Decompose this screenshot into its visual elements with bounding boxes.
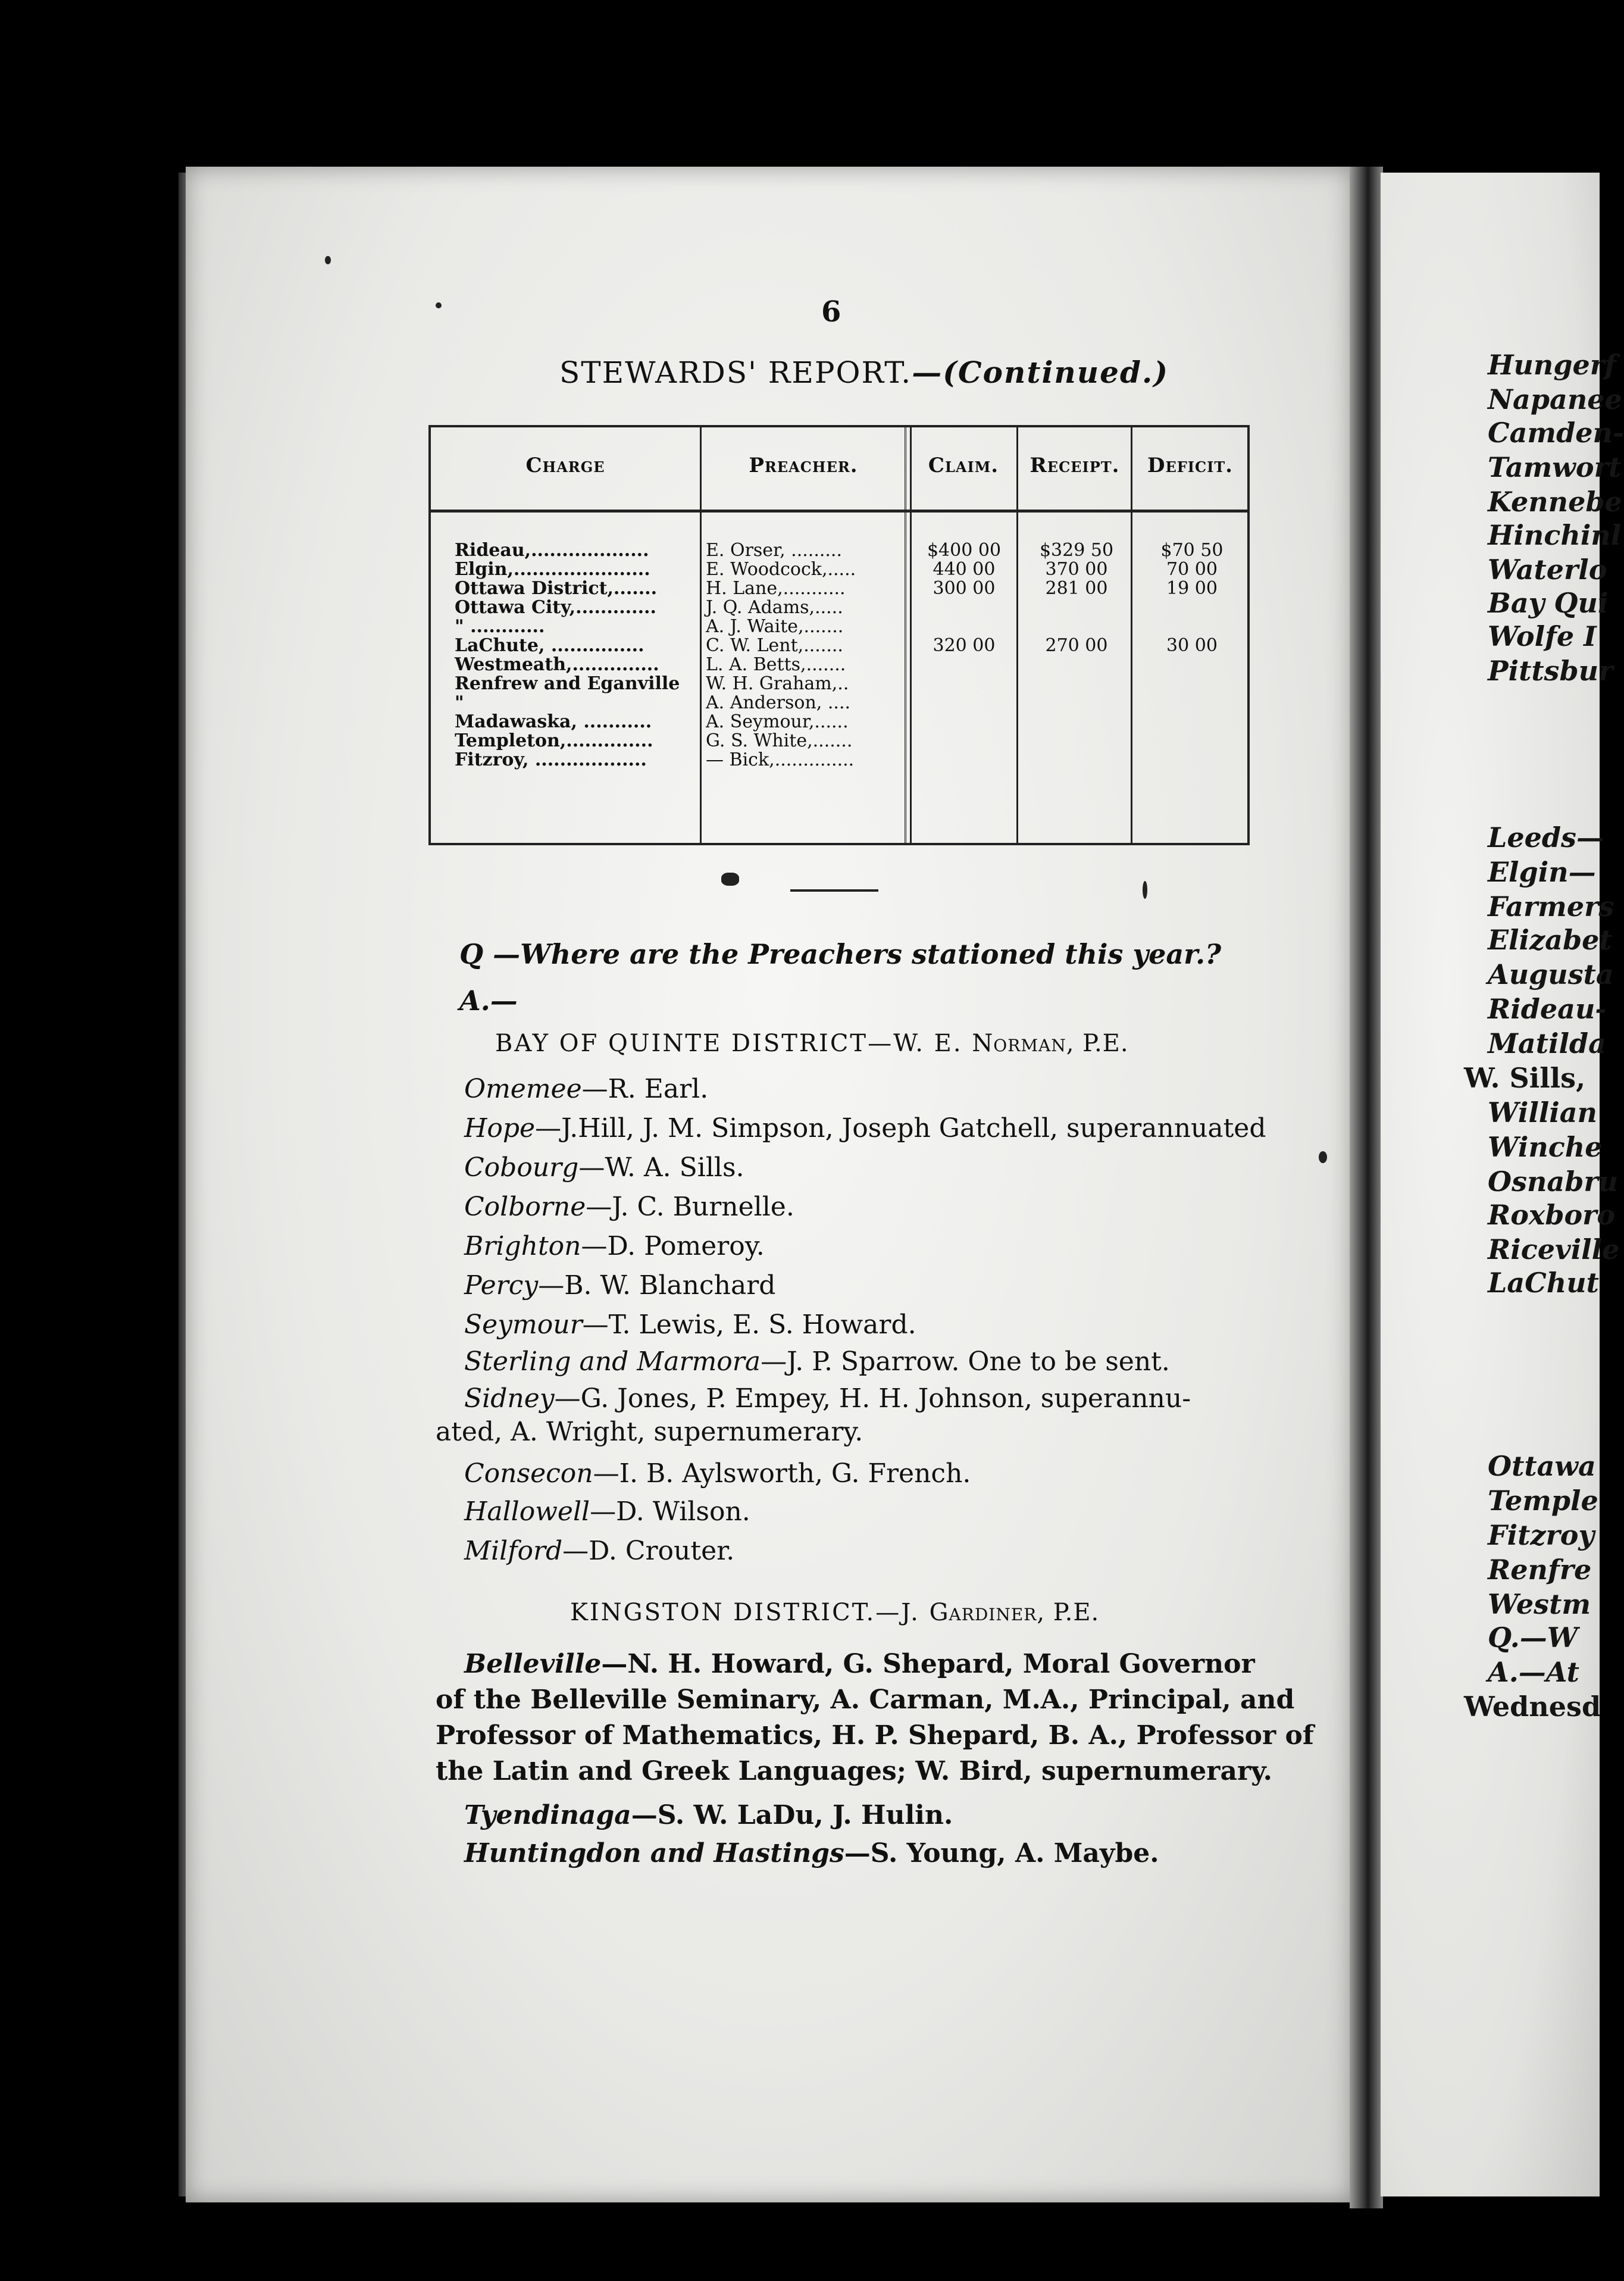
header-receipt: Receipt. [1030, 454, 1120, 477]
station-entry [464, 1310, 916, 1340]
station-place: Sidney [464, 1383, 555, 1414]
belleville-line: the Latin and Greek Languages; W. Bird, supernumerary. [436, 1756, 1272, 1786]
question: Q —Where are the Preachers stationed this year.? [459, 938, 1222, 970]
cell-charge: Ottawa District,....... [455, 578, 658, 599]
stewards-table [428, 425, 1250, 845]
table-row [431, 542, 1247, 560]
cell-preacher: W. H. Graham,.. [706, 673, 849, 694]
header-rule [431, 510, 1247, 513]
station-place: Brighton [464, 1231, 581, 1261]
right-page-line: Q.—W [1488, 1621, 1578, 1654]
station-place: Hallowell [464, 1496, 590, 1527]
cell-claim: 320 00 [933, 635, 996, 656]
cell-receipt: $329 50 [1039, 540, 1114, 561]
station-names: —J. C. Burnelle. [586, 1192, 794, 1222]
station-place: Omemee [464, 1074, 582, 1104]
sidney-continuation: ated, A. Wright, supernumerary. [436, 1417, 863, 1447]
right-page-line: Pittsbur [1488, 655, 1613, 687]
table-row [431, 694, 1247, 712]
table-row [431, 599, 1247, 617]
station-entry [464, 1192, 794, 1222]
right-page-line: Matilda [1488, 1027, 1606, 1060]
right-page-line: Napanee [1488, 383, 1622, 415]
station-place: Hope [464, 1113, 536, 1143]
right-page-line: Wolfe I [1488, 620, 1597, 652]
station-names: —D. Pomeroy. [581, 1231, 765, 1261]
right-page-line: Elizabet [1488, 924, 1612, 956]
header-claim: Claim. [928, 454, 999, 477]
right-page-line: Fitzroy [1488, 1519, 1595, 1551]
header-preacher: Preacher. [749, 454, 858, 477]
table-row [431, 618, 1247, 636]
table-row [431, 675, 1247, 693]
page-title [559, 355, 1169, 390]
table-row [431, 732, 1247, 750]
station-place: Tyendinaga [464, 1800, 631, 1830]
right-page-line: Hinchinl [1488, 519, 1622, 551]
header-charge: Charge [525, 454, 605, 477]
station-place: Consecon [464, 1458, 593, 1489]
cell-preacher: A. J. Waite,....... [706, 616, 844, 637]
station-place: Huntingdon and Hastings [464, 1838, 844, 1868]
title-text: STEWARDS' REPORT. [559, 355, 912, 390]
station-place: Sterling and Marmora [464, 1346, 761, 1377]
cell-preacher: A. Seymour,...... [706, 711, 849, 732]
right-page [1381, 173, 1624, 2196]
right-page-line: Camden- [1488, 417, 1624, 449]
station-place: Seymour [464, 1310, 583, 1340]
station-names: —D. Wilson. [590, 1496, 750, 1527]
cell-receipt: 281 00 [1045, 578, 1108, 599]
station-place: Colborne [464, 1192, 586, 1222]
cell-deficit: 70 00 [1166, 559, 1218, 580]
scan-speck [325, 256, 331, 264]
cell-charge: Rideau,................... [455, 540, 649, 561]
belleville-line: of the Belleville Seminary, A. Carman, M.A., Principal, and [436, 1685, 1295, 1715]
cell-receipt: 270 00 [1045, 635, 1108, 656]
right-page-line: Elgin— [1488, 856, 1596, 888]
station-entry [464, 1383, 1191, 1414]
district-heading-kingston [570, 1599, 1099, 1626]
station-entry [464, 1231, 765, 1261]
station-entry [464, 1496, 750, 1527]
district-name: BAY OF QUINTE DISTRICT—W. E. [495, 1030, 972, 1057]
station-entry [464, 1536, 734, 1566]
station-entry [464, 1346, 1170, 1377]
cell-preacher: J. Q. Adams,..... [706, 597, 843, 618]
right-page-line: Rideau- [1488, 993, 1607, 1025]
book-gutter [1350, 167, 1383, 2208]
section-divider [790, 889, 878, 892]
station-names: —J. P. Sparrow. One to be sent. [761, 1346, 1170, 1377]
scan-speck [721, 873, 739, 886]
right-page-line: A.—At [1488, 1656, 1579, 1688]
table-row [431, 751, 1247, 769]
station-entry [464, 1152, 744, 1183]
right-page-line: Willian [1488, 1096, 1597, 1129]
district-pe: Gardiner, P.E. [929, 1599, 1100, 1626]
station-entry [464, 1113, 1266, 1143]
right-page-line: Bay Qui [1488, 587, 1609, 619]
cell-preacher: — Bick,.............. [706, 749, 855, 770]
station-names: —D. Crouter. [562, 1536, 735, 1566]
station-entry [464, 1838, 1159, 1868]
cell-preacher: L. A. Betts,....... [706, 654, 846, 675]
cell-charge: " [455, 692, 464, 713]
cell-receipt: 370 00 [1045, 559, 1108, 580]
station-names: —B. W. Blanchard [538, 1270, 776, 1301]
cell-charge: Westmeath,.............. [455, 654, 659, 675]
cell-charge: Renfrew and Eganville [455, 673, 680, 694]
station-names: —W. A. Sills. [578, 1152, 744, 1183]
cell-charge: Fitzroy, .................. [455, 749, 647, 770]
right-page-line: Riceville [1488, 1233, 1620, 1266]
page-number: 6 [821, 295, 841, 329]
cell-claim: 300 00 [933, 578, 996, 599]
station-names: —S. W. LaDu, J. Hulin. [631, 1800, 953, 1830]
station-place: Belleville [464, 1649, 602, 1679]
cell-deficit: 19 00 [1166, 578, 1218, 599]
belleville-line: Professor of Mathematics, H. P. Shepard, B. A., Professor of [436, 1720, 1314, 1751]
right-page-line: Kennebe [1488, 486, 1622, 518]
scan-speck [1319, 1151, 1327, 1163]
station-entry [464, 1074, 708, 1104]
header-deficit: Deficit. [1147, 454, 1234, 477]
cell-charge: LaChute, ............... [455, 635, 644, 656]
cell-claim: 440 00 [933, 559, 996, 580]
district-heading-bay-of-quinte [495, 1030, 1129, 1057]
station-entry [464, 1800, 953, 1830]
right-page-line: Tamwort [1488, 451, 1622, 483]
right-page-line: W. Sills, [1464, 1062, 1586, 1094]
right-page-line: Hungerf [1488, 349, 1616, 381]
right-page-line: Augusta [1488, 958, 1614, 990]
cell-claim: $400 00 [927, 540, 1002, 561]
table-row [431, 580, 1247, 598]
title-continued: —(Continued.) [912, 355, 1169, 390]
right-page-line: Renfre [1488, 1554, 1592, 1586]
station-belleville [464, 1649, 1255, 1679]
scan-speck [1143, 881, 1147, 899]
cell-charge: Templeton,.............. [455, 730, 653, 751]
cell-preacher: G. S. White,....... [706, 730, 853, 751]
table-row [431, 561, 1247, 579]
station-place: Cobourg [464, 1152, 579, 1183]
right-page-line: Roxboro [1488, 1199, 1616, 1231]
table-row [431, 713, 1247, 731]
table-row [431, 637, 1247, 655]
station-names: —I. B. Aylsworth, G. French. [593, 1458, 971, 1489]
station-names: —S. Young, A. Maybe. [844, 1838, 1159, 1868]
district-pe: Norman, P.E. [972, 1030, 1129, 1057]
station-names: —N. H. Howard, G. Shepard, Moral Governor [601, 1649, 1255, 1679]
cell-preacher: H. Lane,........... [706, 578, 846, 599]
right-page-line: Temple [1488, 1485, 1598, 1517]
right-page-line: Wednesd [1464, 1691, 1601, 1723]
cell-charge: Elgin,...................... [455, 559, 650, 580]
station-entry [464, 1458, 971, 1489]
cell-charge: " ............ [455, 616, 545, 637]
station-names: —J.Hill, J. M. Simpson, Joseph Gatchell, superannuated [535, 1113, 1266, 1143]
right-page-line: Westm [1488, 1588, 1591, 1620]
answer-label: A.— [459, 985, 518, 1017]
cell-preacher: E. Orser, ......... [706, 540, 842, 561]
cell-deficit: 30 00 [1166, 635, 1218, 656]
cell-preacher: C. W. Lent,....... [706, 635, 843, 656]
right-page-line: Ottawa [1488, 1450, 1596, 1482]
right-page-line: Winche [1488, 1131, 1603, 1163]
station-place: Percy [464, 1270, 539, 1301]
right-page-line: Osnabru [1488, 1166, 1619, 1198]
station-place: Milford [464, 1536, 563, 1566]
right-page-line: Farmers [1488, 890, 1614, 923]
right-page-line: LaChut [1488, 1267, 1599, 1299]
cell-preacher: A. Anderson, .... [706, 692, 851, 713]
cell-charge: Ottawa City,............. [455, 597, 656, 618]
cell-deficit: $70 50 [1160, 540, 1224, 561]
station-names: —T. Lewis, E. S. Howard. [582, 1310, 916, 1340]
right-page-line: Waterlo [1488, 554, 1607, 586]
scan-speck [436, 302, 442, 308]
station-entry [464, 1270, 775, 1301]
district-name: KINGSTON DISTRICT.—J. [570, 1599, 930, 1626]
station-names: —R. Earl. [581, 1074, 709, 1104]
table-row [431, 656, 1247, 674]
right-page-line: Leeds— [1488, 821, 1604, 854]
cell-preacher: E. Woodcock,..... [706, 559, 856, 580]
station-names: —G. Jones, P. Empey, H. H. Johnson, superannu- [554, 1383, 1191, 1414]
cell-charge: Madawaska, ........... [455, 711, 652, 732]
